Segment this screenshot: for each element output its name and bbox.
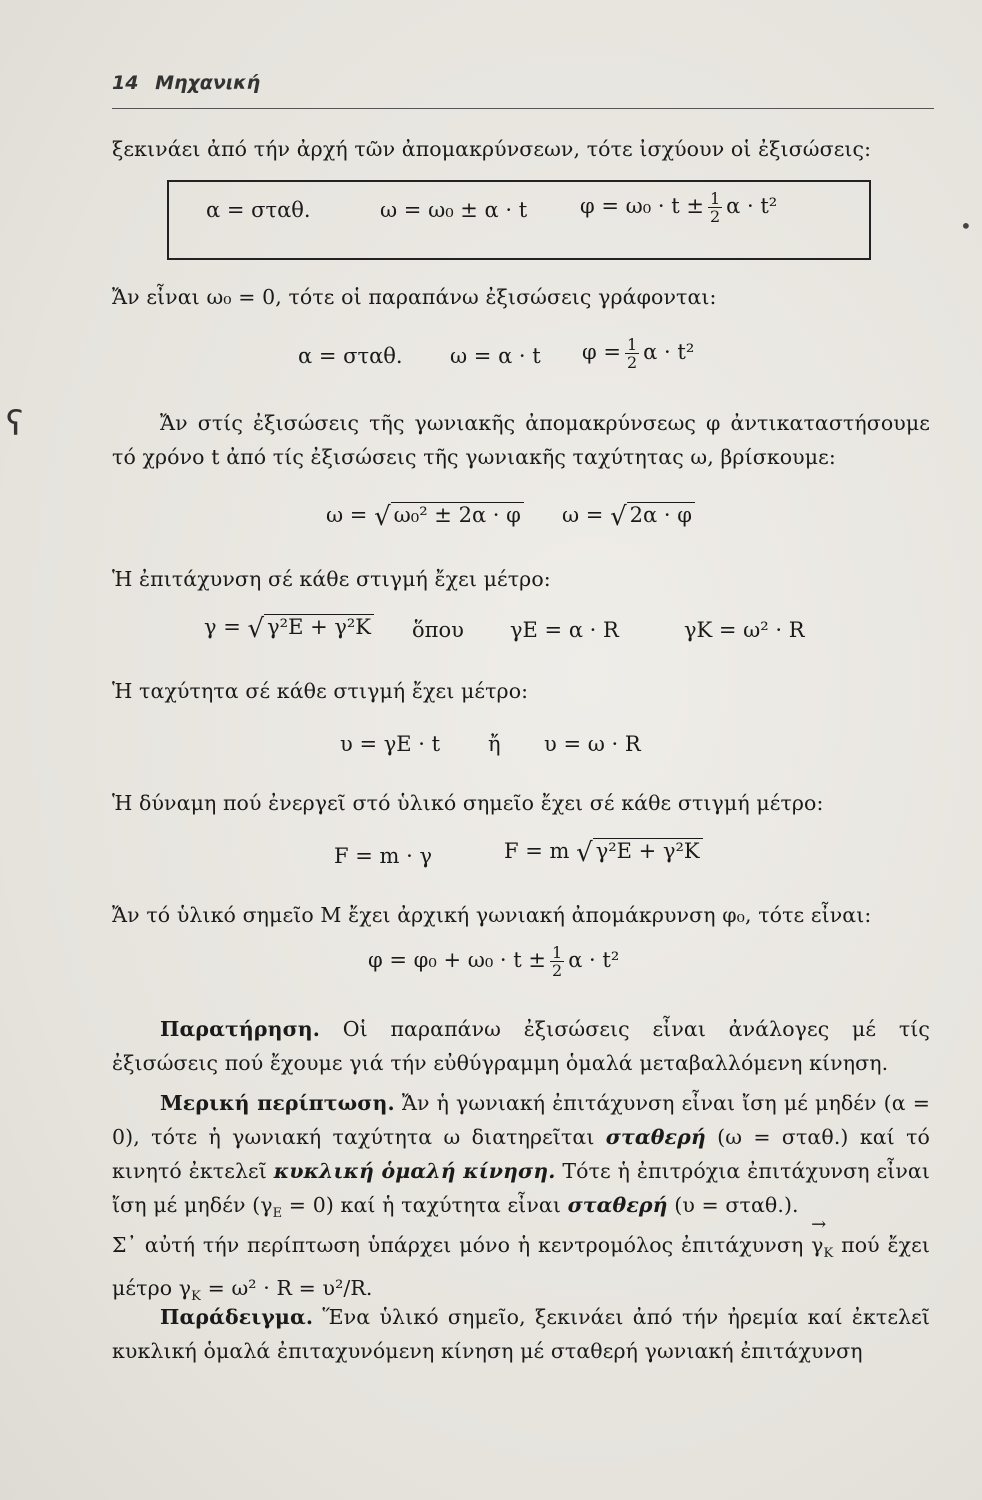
special-case-label: Μερική περίπτωση.	[160, 1091, 395, 1115]
eq-omega-sqrt: ω = √ ω₀² ± 2α · φ	[326, 502, 524, 532]
paragraph-centripetal: Σ᾽ αὐτή τήν περίπτωση ὑπάρχει μόνο ἡ κεντρομόλος ἐπιτάχυνση → $\gamma_K$ πού ἔχει μέτρο $\gamma_K = \omega^2 \cdot R = \upsilon^2/R$.	[112, 1228, 930, 1314]
paragraph-omega-zero: Ἄν εἶναι ω₀ = 0, τότε οἱ παραπάνω ἐξισώσεις γράφονται:	[112, 285, 717, 309]
paragraph-special-case: Μερική περίπτωση. Ἄν ἡ γωνιακή ἐπιτάχυνση εἶναι ἴση μέ μηδέν (α = 0), τότε ἡ γωνιακή ταχύτητα ω διατηρεῖται σταθερή (ω = σταθ.) καί τό κινητό ἐκτελεῖ κυκλική ὁμαλή κίνηση. Τότε ἡ ἐπιτρόχια ἐπιτάχυνση εἶναι ἴση μέ μηδέν $(\gamma_E = 0)$ καί ἡ ταχύτητα εἶναι σταθερή (υ = σταθ.).	[112, 1091, 930, 1222]
eq-force-1: F = m · γ	[334, 844, 433, 868]
fraction-half: $\frac{1}{2}$	[552, 943, 563, 980]
eq-or: ἤ	[488, 732, 501, 756]
sqrt-sign: √ γ²Ε + γ²Κ	[576, 838, 702, 868]
paragraph-example: Παράδειγμα. Ἕνα ὑλικό σημεῖο, ξεκινάει ἀπό τήν ἠρεμία καί ἐκτελεῖ κυκλική ὁμαλά ἐπιταχυνόμενη κίνηση μέ σταθερή γωνιακή ἐπιτάχυνση	[112, 1305, 930, 1363]
paragraph-intro: ξεκινάει ἀπό τήν ἀρχή τῶν ἀπομακρύνσεων, τότε ἰσχύουν οἱ ἐξισώσεις:	[112, 137, 872, 161]
margin-annotation: ʕ	[6, 404, 24, 444]
eq-zero-alpha: α = σταθ.	[298, 344, 403, 368]
eq-phi	[580, 190, 777, 225]
page-header	[112, 72, 932, 94]
eq-gamma-centripetal: γΚ = ω² · R	[684, 618, 805, 642]
eq-phi-right: α · t²	[726, 194, 778, 218]
paragraph-velocity: Ἡ ταχύτητα σέ κάθε στιγμή ἔχει μέτρο:	[112, 679, 529, 703]
eq-omega-sqrt-zero: ω = √ 2α · φ	[562, 502, 695, 532]
paragraph-force: Ἡ δύναμη πού ἐνεργεῖ στό ὑλικό σημεῖο ἔχει σέ κάθε στιγμή μέτρο:	[112, 791, 824, 815]
fraction-half: $\frac{1}{2}$	[626, 335, 638, 372]
eq-velocity-2: υ = ω · R	[544, 732, 641, 756]
paragraph-remark: Παρατήρηση. Οἱ παραπάνω ἐξισώσεις εἶναι ἀνάλογες μέ τίς ἐξισώσεις πού ἔχουμε γιά τήν εὐθύγραμμη ὁμαλά μεταβαλλόμενη κίνηση.	[112, 1017, 930, 1075]
remark-label: Παρατήρηση.	[160, 1017, 321, 1041]
eq-velocity-1: υ = γΕ · t	[340, 732, 441, 756]
sqrt-sign: √ ω₀² ± 2α · φ	[374, 502, 524, 532]
eq-where: ὅπου	[412, 618, 464, 642]
vector-gamma-k: → $\gamma_K$	[811, 1228, 833, 1271]
eq-phi-initial: φ = φ₀ + ω₀ · t ± $\frac{1}{2}$ α · t²	[368, 943, 620, 980]
fraction-half: $\frac{1}{2}$	[709, 189, 721, 226]
eq-force-2: F = m √ γ²Ε + γ²Κ	[504, 838, 703, 868]
chapter-title: Μηχανική	[155, 72, 261, 94]
eq-zero-phi: φ = $\frac{1}{2}$ α · t²	[582, 335, 695, 372]
eq-omega: ω = ω₀ ± α · t	[380, 198, 528, 222]
margin-dot: •	[960, 214, 972, 238]
eq-phi-left: φ = ω₀ · t ±	[580, 194, 704, 218]
sqrt-sign: √ γ²Ε + γ²Κ	[248, 614, 374, 644]
paragraph-acceleration: Ἡ ἐπιτάχυνση σέ κάθε στιγμή ἔχει μέτρο:	[112, 567, 551, 591]
eq-zero-omega: ω = α · t	[450, 344, 541, 368]
page-number: 14	[112, 72, 139, 94]
sqrt-sign: √ 2α · φ	[610, 502, 695, 532]
eq-gamma-total: γ = √ γ²Ε + γ²Κ	[204, 614, 374, 644]
paragraph-substitute: Ἄν στίς ἐξισώσεις τῆς γωνιακῆς ἀπομακρύνσεως φ ἀντικαταστήσουμε τό χρόνο t ἀπό τίς ἐξισώσεις τῆς γωνιακῆς ταχύτητας ω, βρίσκουμε:	[112, 411, 930, 469]
eq-alpha-const: α = σταθ.	[206, 198, 311, 222]
example-label: Παράδειγμα.	[160, 1305, 314, 1329]
eq-gamma-tangential: γΕ = α · R	[510, 618, 619, 642]
paragraph-initial-angle: Ἄν τό ὑλικό σημεῖο Μ ἔχει ἀρχική γωνιακή ἀπομάκρυνση φ₀, τότε εἶναι:	[112, 903, 872, 927]
header-rule	[112, 108, 934, 109]
